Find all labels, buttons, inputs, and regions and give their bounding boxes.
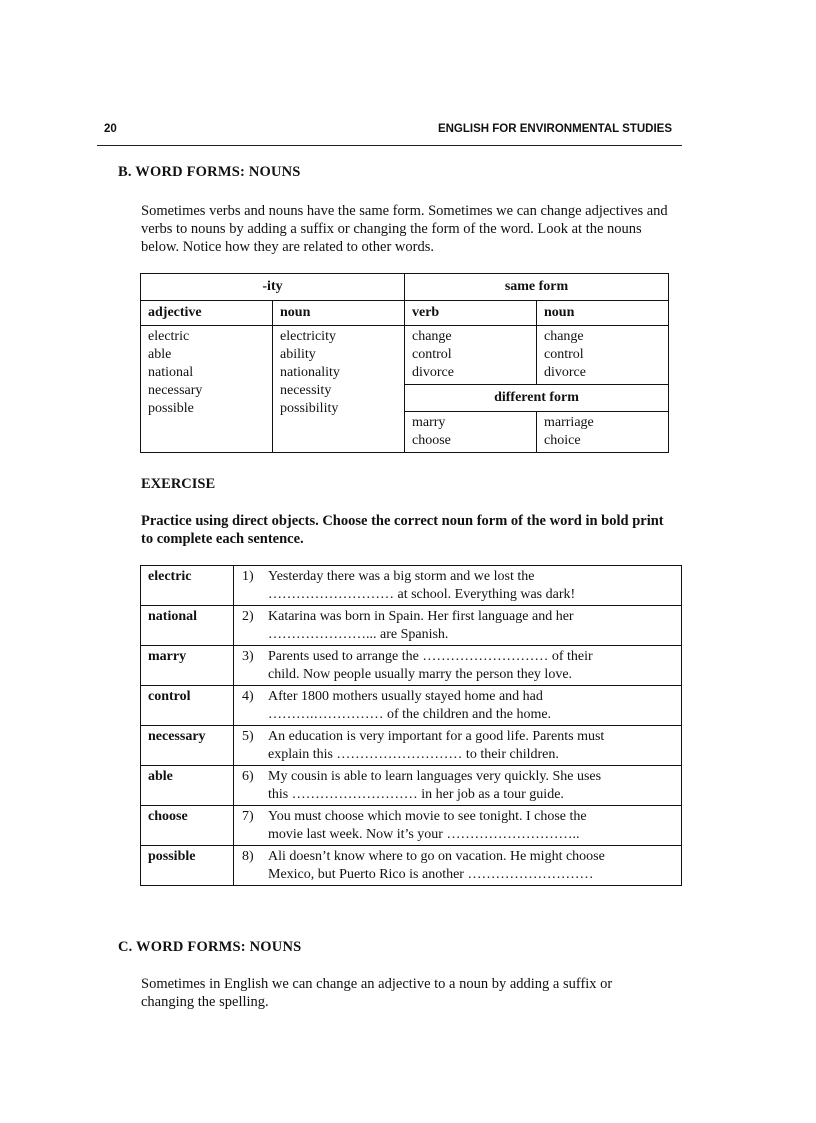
- sentence-line: An education is very important for a good life. Parents must: [268, 729, 605, 744]
- table-row: [141, 686, 682, 726]
- item-number: 8): [242, 849, 254, 864]
- same-noun-list: [537, 326, 669, 385]
- sentence-line: child. Now people usually marry the person they love.: [268, 667, 573, 682]
- col-header-noun: noun: [273, 301, 405, 326]
- word-cell: possible: [148, 401, 194, 416]
- word-cell: marry: [412, 415, 446, 430]
- exercise-sentence: [234, 606, 682, 646]
- word-cell: ability: [280, 347, 316, 362]
- sentence-line: Yesterday there was a big storm and we lost the: [268, 569, 535, 584]
- item-number: 4): [242, 689, 254, 704]
- sentence-line: You must choose which movie to see tonight. I chose the: [268, 809, 587, 824]
- table-row: [141, 846, 682, 886]
- sentence-line: Mexico, but Puerto Rico is another ………………………: [268, 867, 594, 882]
- sentence-line: After 1800 mothers usually stayed home and had: [268, 689, 543, 704]
- sentence-line: …………………... are Spanish.: [268, 627, 449, 642]
- group-header-different-form: different form: [405, 385, 669, 412]
- exercise-word: possible: [141, 846, 234, 886]
- group-header-ity: -ity: [141, 274, 405, 301]
- exercise-word: able: [141, 766, 234, 806]
- sentence-line: My cousin is able to learn languages very quickly. She uses: [268, 769, 602, 784]
- item-number: 6): [242, 769, 254, 784]
- word-cell: change: [544, 329, 584, 344]
- exercise-word: electric: [141, 566, 234, 606]
- table-row: [141, 726, 682, 766]
- exercise-word: control: [141, 686, 234, 726]
- item-number: 3): [242, 649, 254, 664]
- exercise-sentence: [234, 766, 682, 806]
- word-cell: choose: [412, 433, 451, 448]
- section-c-heading: C. WORD FORMS: NOUNS: [118, 939, 302, 955]
- page-number: 20: [104, 123, 117, 135]
- sentence-line: explain this ……………………… to their children.: [268, 747, 559, 762]
- word-forms-table: [140, 273, 669, 453]
- col-header-adjective: adjective: [141, 301, 273, 326]
- exercise-instructions: Practice using direct objects. Choose the correct noun form of the word in bold print to complete each sentence.: [141, 513, 664, 547]
- exercise-sentence: [234, 846, 682, 886]
- same-verb-list: [405, 326, 537, 385]
- word-cell: nationality: [280, 365, 340, 380]
- word-cell: change: [412, 329, 452, 344]
- exercise-sentence: [234, 566, 682, 606]
- ity-noun-list: [273, 326, 405, 453]
- exercise-label: EXERCISE: [141, 476, 216, 492]
- col-header-noun-2: noun: [537, 301, 669, 326]
- group-header-same-form: same form: [405, 274, 669, 301]
- exercise-sentence: [234, 646, 682, 686]
- word-cell: marriage: [544, 415, 594, 430]
- word-cell: divorce: [544, 365, 586, 380]
- sentence-line: ……………………… at school. Everything was dark!: [268, 587, 576, 602]
- adjective-list: [141, 326, 273, 453]
- exercise-word: choose: [141, 806, 234, 846]
- table-row: [141, 566, 682, 606]
- item-number: 2): [242, 609, 254, 624]
- sentence-line: Parents used to arrange the ……………………… of their: [268, 649, 593, 664]
- item-number: 7): [242, 809, 254, 824]
- section-c-intro: Sometimes in English we can change an adjective to a noun by adding a suffix or changing the spelling.: [141, 976, 613, 1010]
- exercise-sentence: [234, 726, 682, 766]
- sentence-line: Katarina was born in Spain. Her first language and her: [268, 609, 574, 624]
- diff-noun-list: [537, 412, 669, 453]
- word-cell: possibility: [280, 401, 339, 416]
- item-number: 1): [242, 569, 254, 584]
- word-cell: necessity: [280, 383, 332, 398]
- exercise-sentence: [234, 686, 682, 726]
- table-row: [141, 606, 682, 646]
- section-b-intro: Sometimes verbs and nouns have the same form. Sometimes we can change adjectives and verbs to nouns by adding a suffix or changing the form of the word. Look at the nouns below. Notice how they are related to other words.: [141, 203, 668, 255]
- word-cell: control: [412, 347, 452, 362]
- section-b-heading: B. WORD FORMS: NOUNS: [118, 164, 301, 180]
- table-row: [141, 646, 682, 686]
- header-rule: [97, 145, 682, 146]
- col-header-verb: verb: [405, 301, 537, 326]
- table-row: [141, 766, 682, 806]
- word-cell: control: [544, 347, 584, 362]
- exercise-word: marry: [141, 646, 234, 686]
- word-cell: national: [148, 365, 194, 380]
- running-title: ENGLISH FOR ENVIRONMENTAL STUDIES: [437, 123, 672, 135]
- exercise-word: necessary: [141, 726, 234, 766]
- table-row: [141, 806, 682, 846]
- word-cell: electricity: [280, 329, 336, 344]
- word-cell: necessary: [148, 383, 203, 398]
- word-cell: able: [148, 347, 172, 362]
- item-number: 5): [242, 729, 254, 744]
- word-cell: choice: [544, 433, 581, 448]
- exercise-word: national: [141, 606, 234, 646]
- sentence-line: Ali doesn’t know where to go on vacation. He might choose: [268, 849, 605, 864]
- sentence-line: ……….…………… of the children and the home.: [268, 707, 552, 722]
- word-cell: electric: [148, 329, 190, 344]
- sentence-line: movie last week. Now it’s your ………………………..: [268, 827, 580, 842]
- diff-verb-list: [405, 412, 537, 453]
- exercise-sentence: [234, 806, 682, 846]
- exercise-table: [140, 565, 682, 886]
- sentence-line: this ……………………… in her job as a tour guide.: [268, 787, 564, 802]
- word-cell: divorce: [412, 365, 454, 380]
